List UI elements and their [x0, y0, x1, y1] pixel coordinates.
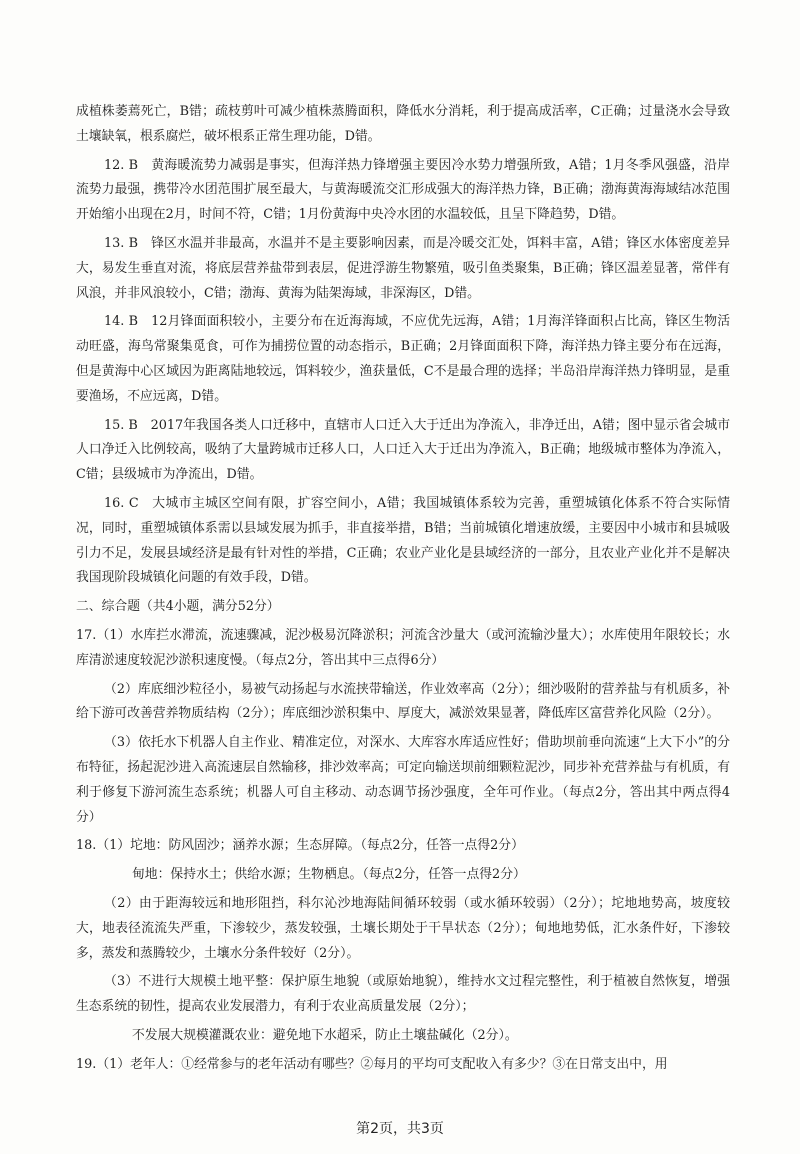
paragraph: （3）依托水下机器人自主作业、精准定位，对深水、大库容水库适应性好；借助坝前垂向流速“上大下小”的分布特征，扬起泥沙进入高流速层自然输移，排沙效率高；可定向输送坝前细颗粒泥沙，同步补充营养盐与有机质，有利于修复下游河流生态系统；机器人可自主移动、动态调节扬沙强度，全年可作业。（每点2分，答出其中两点得4分）	[76, 735, 730, 825]
answer-text-body	[76, 100, 730, 1081]
paragraph: 18.（1）坨地：防风固沙；涵养水源；生态屏障。（每点2分，任答一点得2分）	[76, 838, 524, 854]
paragraph: 16. C 大城市主城区空间有限，扩容空间小，A错；我国城镇体系较为完善，重塑城镇化体系不符合实际情况，同时，重塑城镇体系需以县域发展为抓手，非直接举措，B错；当前城镇化增速放缓，主要因中小城市和县城吸引力不足，发展县域经济是最有针对性的举措，C正确；农业产业化是县域经济的一部分，且农业产业化并不是解决我国现阶段城镇化问题的有效手段，D错。	[76, 495, 730, 586]
paragraph: （3）不进行大规模土地平整：保护原生地貌（或原始地貌），维持水文过程完整性，利于植被自然恢复，增强生态系统的韧性，提高农业发展潜力，有利于农业高质量发展（2分）；	[76, 974, 730, 1015]
page-number: 第2页，共3页	[356, 1121, 444, 1137]
paragraph: 不发展大规模灌溉农业：避免地下水超采，防止土壤盐碱化（2分）。	[132, 1027, 518, 1043]
paragraph: （2）库底细沙粒径小，易被气动扬起与水流挟带输送，作业效率高（2分）；细沙吸附的营养盐与有机质多，补给下游可改善营养物质结构（2分）；库底细沙淤积集中、厚度大，减淤效果显著，降低库区富营养化风险（2分）。	[76, 681, 730, 722]
paragraph: 成植株萎蔫死亡，B错；疏枝剪叶可减少植株蒸腾面积，降低水分消耗，利于提高成活率，C正确；过量浇水会导致土壤缺氧，根系腐烂，破坏根系正常生理功能，D错。	[76, 104, 730, 144]
paragraph: 14. B 12月锋面面积较小，主要分布在近海海域，不应优先远海，A错；1月海洋锋面积占比高，锋区生物活动旺盛，海鸟常聚集觅食，可作为捕捞位置的动态指示，B正确；2月锋面面积下降，海洋热力锋主要分布在远海，但是黄海中心区域因为距离陆地较远，饵料较少，渔获量低，C不是最合理的选择；半岛沿岸海洋热力锋明显，是重要渔场，不应远离，D错。	[76, 314, 730, 404]
paragraph: 甸地：保持水土；供给水源；生物栖息。（每点2分，任答一点得2分）	[132, 867, 526, 883]
paragraph: 12. B 黄海暖流势力减弱是事实，但海洋热力锋增强主要因冷水势力增强所致，A错；1月冬季风强盛，沿岸流势力最强，携带冷水团范围扩展至最大，与黄海暖流交汇形成强大的海洋热力锋，B正确；渤海黄海海域结冰范围开始缩小出现在2月，时间不符，C错；1月份黄海中央冷水团的水温较低，且呈下降趋势，D错。	[76, 157, 730, 223]
paragraph: 17.（1）水库拦水滞流，流速骤减，泥沙极易沉降淤积；河流含沙量大（或河流输沙量大）；水库使用年限较长；水库清淤速度较泥沙淤积速度慢。（每点2分，答出其中三点得6分）	[76, 627, 730, 668]
paragraph: 19.（1）老年人：①经常参与的老年活动有哪些？②每月的平均可支配收入有多少？③在日常支出中，用	[76, 1056, 668, 1072]
paragraph: 13. B 锋区水温并非最高，水温并不是主要影响因素，而是冷暖交汇处，饵料丰富，A错；锋区水体密度差异大，易发生垂直对流，将底层营养盐带到表层，促进浮游生物繁殖，吸引鱼类聚集，B正确；锋区温差显著，常伴有风浪，并非风浪较小，C错；渤海、黄海为陆架海域，非深海区，D错。	[76, 235, 730, 301]
paragraph: （2）由于距海较远和地形阻挡，科尔沁沙地海陆间循环较弱（或水循环较弱）（2分）；坨地地势高，坡度较大，地表径流流失严重，下渗较少，蒸发较强，土壤长期处于干旱状态（2分）；甸地地势低，汇水条件好，下渗较多，蒸发和蒸腾较少，土壤水分条件较好（2分）。	[76, 895, 730, 961]
section-heading: 二、综合题（共4小题，满分52分）	[76, 599, 280, 615]
paragraph: 15. B 2017年我国各类人口迁移中，直辖市人口迁入大于迁出为净流入，非净迁出，A错；图中显示省会城市人口净迁入比例较高，吸纳了大量跨城市迁移人口，人口迁入大于迁出为净流入，B正确；地级城市整体为净流入，C错；县级城市为净流出，D错。	[76, 417, 730, 483]
